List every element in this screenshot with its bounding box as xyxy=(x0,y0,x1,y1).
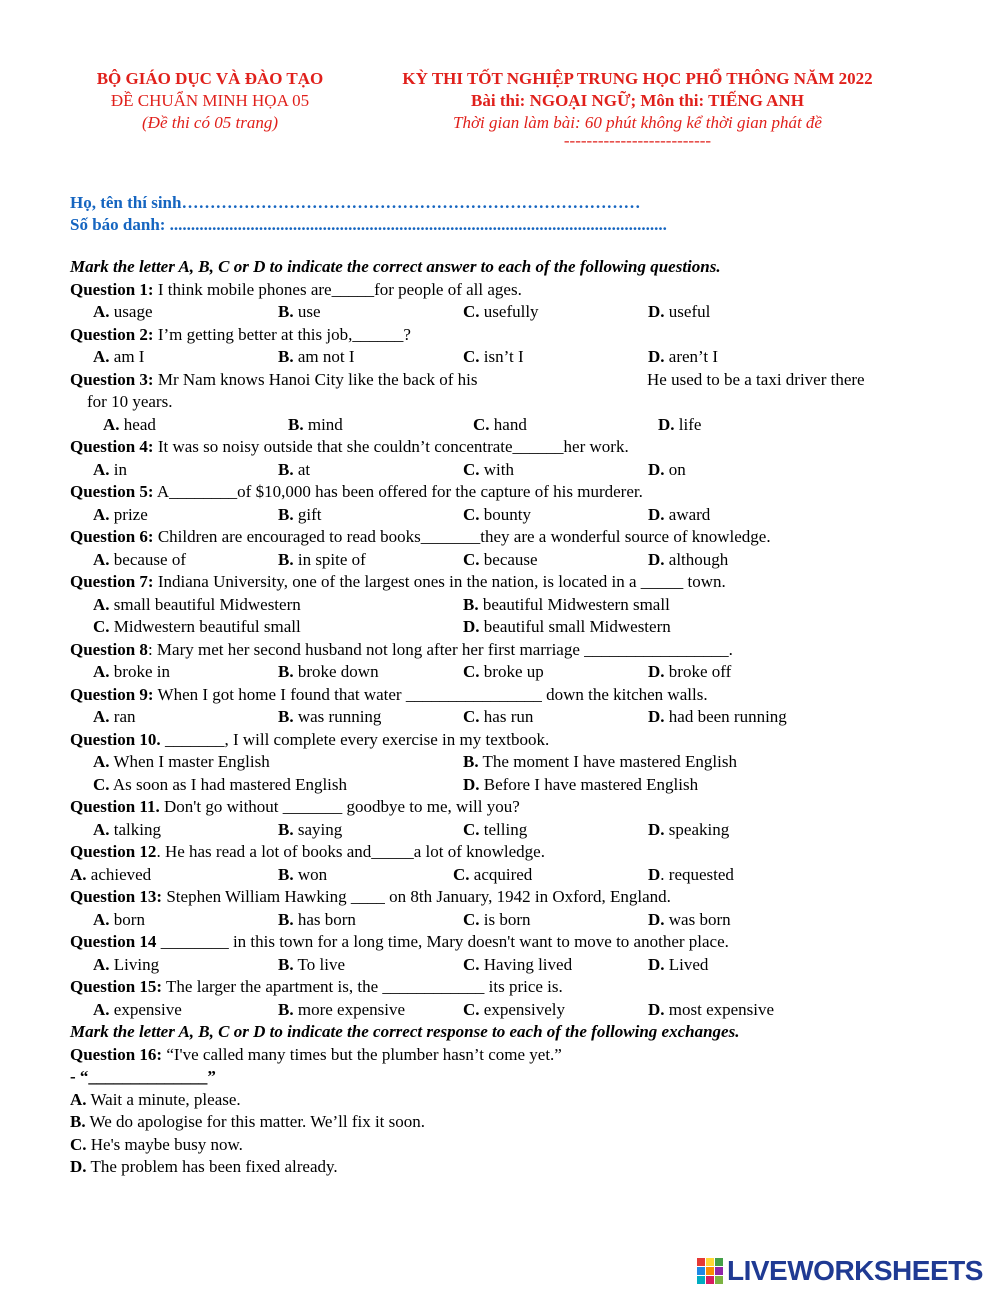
option-c xyxy=(463,459,514,482)
option-d xyxy=(463,616,671,639)
option-letter: B. xyxy=(70,1112,86,1131)
option-letter: B. xyxy=(278,999,294,1019)
option-d xyxy=(648,504,710,527)
option-text: because xyxy=(483,549,538,569)
question-line xyxy=(70,886,950,909)
pages-note: (Đề thi có 05 trang) xyxy=(142,113,278,132)
question-text: . He has read a lot of books and_____a lot of knowledge. xyxy=(156,842,545,861)
exam-code: ĐỀ CHUẨN MINH HỌA 05 xyxy=(110,91,310,110)
question-continuation: for 10 years. xyxy=(87,392,173,411)
option-text: was born xyxy=(668,909,731,929)
option-a xyxy=(93,751,270,774)
option-text: at xyxy=(297,459,311,479)
option-text: useful xyxy=(668,302,711,321)
question-line xyxy=(70,324,950,347)
question-label: Question 6: xyxy=(70,527,154,546)
logo-icon xyxy=(697,1258,723,1284)
option-letter: A. xyxy=(93,954,110,974)
question-line xyxy=(70,976,950,999)
option-a xyxy=(93,661,170,684)
option-text: broke down xyxy=(297,662,379,681)
question-line xyxy=(70,639,950,662)
option-text: won xyxy=(297,864,328,884)
option-text: telling xyxy=(483,819,528,839)
option-letter: C. xyxy=(463,909,480,929)
option-text: born xyxy=(113,909,145,929)
question-line xyxy=(70,684,950,707)
option-text: gift xyxy=(297,504,322,524)
option-text: use xyxy=(297,302,321,321)
options-row xyxy=(70,954,950,977)
option-b xyxy=(278,999,405,1022)
question-label: Question 9: xyxy=(70,684,154,704)
option-a xyxy=(93,999,182,1022)
options-row xyxy=(70,751,950,774)
option-letter: A. xyxy=(93,707,110,726)
options-row xyxy=(70,774,950,797)
exam-subject: Bài thi: NGOẠI NGỮ; Môn thi: TIẾNG ANH xyxy=(471,91,804,110)
candidate-id-label: Số báo danh: ..................................................................................................................... xyxy=(70,215,667,234)
option-letter: C. xyxy=(93,617,110,636)
option-a xyxy=(93,549,186,572)
option-d xyxy=(463,774,698,797)
question-line xyxy=(70,436,950,459)
option-text: speaking xyxy=(668,819,730,839)
option-text: most expensive xyxy=(668,999,775,1019)
option-letter: B. xyxy=(288,414,304,434)
option-text: expensively xyxy=(483,999,565,1019)
option-a xyxy=(93,819,161,842)
option-a xyxy=(70,1089,950,1112)
option-letter: D. xyxy=(648,459,665,479)
option-text: prize xyxy=(113,504,148,524)
option-text: am I xyxy=(113,347,145,366)
option-letter: B. xyxy=(278,909,294,929)
option-letter: A. xyxy=(93,459,110,479)
option-text: broke up xyxy=(483,662,544,681)
option-text: . requested xyxy=(660,864,734,884)
question-text-continued: He used to be a taxi driver there xyxy=(647,369,865,389)
option-letter: D xyxy=(648,864,661,884)
option-c xyxy=(453,864,532,887)
option-letter: B. xyxy=(278,819,294,839)
question-line xyxy=(70,369,950,392)
question-label: Question 3: xyxy=(70,369,154,389)
logo-square xyxy=(706,1267,714,1275)
option-b xyxy=(278,864,327,887)
question-text: The larger the apartment is, the ____________ its price is. xyxy=(162,977,563,996)
option-text: award xyxy=(668,504,711,524)
option-letter: D. xyxy=(658,414,675,434)
question-text: Stephen William Hawking ____ on 8th January, 1942 in Oxford, England. xyxy=(162,887,671,906)
question-text: I think mobile phones are_____for people of all ages. xyxy=(153,279,522,299)
options-row xyxy=(70,819,950,842)
option-b xyxy=(463,751,737,774)
options-row xyxy=(70,459,950,482)
question-label: Question 16: xyxy=(70,1044,163,1064)
option-letter: A. xyxy=(93,594,110,614)
option-c xyxy=(463,504,531,527)
option-b xyxy=(278,954,345,977)
option-d xyxy=(648,661,731,684)
question-line xyxy=(70,931,950,954)
instruction: Mark the letter A, B, C or D to indicate the correct answer to each of the following questions. xyxy=(70,257,721,276)
option-d xyxy=(70,1156,950,1179)
option-letter: A. xyxy=(93,662,110,681)
option-letter: C. xyxy=(463,504,480,524)
option-a xyxy=(103,414,156,437)
option-letter: A. xyxy=(70,864,87,884)
option-letter: D. xyxy=(648,549,665,569)
option-text: ran xyxy=(113,707,136,726)
logo-text: LIVEWORKSHEETS xyxy=(727,1255,983,1286)
question-list xyxy=(70,256,950,1179)
option-b xyxy=(278,301,321,324)
option-letter: C. xyxy=(463,819,480,839)
option-text: When I master English xyxy=(113,752,270,771)
option-letter: B. xyxy=(278,504,294,524)
question-text: Mr Nam knows Hanoi City like the back of his xyxy=(153,369,478,389)
logo-square xyxy=(715,1258,723,1266)
question-text: ________ in this town for a long time, Mary doesn't want to move to another place. xyxy=(156,932,729,951)
option-text: achieved xyxy=(90,864,152,884)
option-b xyxy=(463,594,670,617)
option-text: aren’t I xyxy=(668,347,719,366)
option-letter: A. xyxy=(103,414,120,434)
question-line xyxy=(70,1044,950,1067)
question-line xyxy=(70,796,950,819)
option-d xyxy=(648,301,710,324)
candidate-info xyxy=(70,192,667,236)
option-a xyxy=(93,504,148,527)
option-text: As soon as I had mastered English xyxy=(112,774,348,794)
option-letter: B. xyxy=(278,864,294,884)
option-text: has run xyxy=(483,707,534,726)
option-letter: A. xyxy=(93,549,110,569)
option-letter: A. xyxy=(93,347,110,366)
exam-time: Thời gian làm bài: 60 phút không kể thời gian phát đề xyxy=(453,113,822,132)
option-text: with xyxy=(483,459,515,479)
option-letter: A. xyxy=(93,752,110,771)
option-d xyxy=(648,549,728,572)
option-letter: C. xyxy=(463,459,480,479)
question-label: Question 12 xyxy=(70,842,157,861)
option-letter: B. xyxy=(278,707,294,726)
option-letter: B. xyxy=(278,549,294,569)
option-b xyxy=(70,1111,950,1134)
option-c xyxy=(463,999,565,1022)
options-row xyxy=(70,414,950,437)
option-text: because of xyxy=(113,549,186,569)
options-row xyxy=(70,909,950,932)
option-text: He's maybe busy now. xyxy=(90,1134,243,1154)
option-c xyxy=(70,1134,950,1157)
option-letter: D. xyxy=(648,347,665,366)
exam-title: KỲ THI TỐT NGHIỆP TRUNG HỌC PHỔ THÔNG NĂM 2022 xyxy=(402,69,873,88)
option-a xyxy=(93,346,144,369)
option-b xyxy=(278,346,355,369)
option-a xyxy=(93,459,127,482)
option-letter: C. xyxy=(463,549,480,569)
option-letter: C. xyxy=(463,662,480,681)
option-c xyxy=(93,774,347,797)
option-text: usage xyxy=(113,302,153,321)
logo-square xyxy=(697,1267,705,1275)
option-b xyxy=(278,819,342,842)
option-text: small beautiful Midwestern xyxy=(113,594,301,614)
option-text: in spite of xyxy=(297,549,366,569)
option-b xyxy=(278,909,356,932)
question-line xyxy=(70,526,950,549)
question-label: Question 11. xyxy=(70,797,160,816)
question-label: Question 15: xyxy=(70,977,163,996)
option-a xyxy=(93,706,136,729)
option-letter: C. xyxy=(463,347,480,366)
question-text: Children are encouraged to read books_______they are a wonderful source of knowledge. xyxy=(153,527,771,546)
option-a xyxy=(93,954,159,977)
option-letter: A. xyxy=(70,1089,87,1109)
option-letter: C. xyxy=(463,302,480,321)
question-text: : Mary met her second husband not long after her first marriage _________________. xyxy=(147,639,733,659)
options-row xyxy=(70,594,950,617)
option-d xyxy=(648,954,708,977)
option-text: acquired xyxy=(473,864,533,884)
option-text: more expensive xyxy=(297,999,405,1019)
option-letter: A. xyxy=(93,909,110,929)
option-letter: C. xyxy=(70,1134,87,1154)
option-c xyxy=(93,616,301,639)
option-text: The problem has been fixed already. xyxy=(90,1157,338,1176)
question-label: Question 2: xyxy=(70,324,154,344)
candidate-name-label: Họ, tên thí sinh……………………………………………………………………… xyxy=(70,193,641,212)
option-text: broke off xyxy=(668,662,732,681)
option-letter: C. xyxy=(463,954,480,974)
option-letter: C. xyxy=(93,774,110,794)
option-letter: D. xyxy=(463,774,480,794)
option-c xyxy=(463,706,533,729)
question-label: Question 1: xyxy=(70,279,154,299)
option-d xyxy=(648,999,774,1022)
option-a xyxy=(93,594,301,617)
option-text: on xyxy=(668,459,686,479)
question-line xyxy=(70,729,950,752)
option-letter: D. xyxy=(648,954,665,974)
option-letter: D. xyxy=(70,1157,87,1176)
logo-square xyxy=(706,1258,714,1266)
option-text: beautiful small Midwestern xyxy=(483,617,671,636)
option-letter: C. xyxy=(463,999,480,1019)
option-text: had been running xyxy=(668,707,787,726)
header-left xyxy=(75,68,345,134)
option-c xyxy=(463,301,539,324)
option-a xyxy=(93,909,145,932)
question-text: “I've called many times but the plumber hasn’t come yet.” xyxy=(162,1044,562,1064)
liveworksheets-logo xyxy=(697,1256,983,1286)
option-text: Before I have mastered English xyxy=(483,774,699,794)
option-text: beautiful Midwestern small xyxy=(482,594,670,614)
options-row xyxy=(70,616,950,639)
question-line xyxy=(70,571,950,594)
question-text: Don't go without _______ goodbye to me, will you? xyxy=(159,797,520,816)
options-row xyxy=(70,864,950,887)
question-text: Indiana University, one of the largest ones in the nation, is located in a _____ town. xyxy=(153,572,726,591)
option-text: isn’t I xyxy=(483,347,524,366)
option-text: Lived xyxy=(668,954,709,974)
option-d xyxy=(648,706,787,729)
question-line xyxy=(70,481,950,504)
options-row xyxy=(70,706,950,729)
option-b xyxy=(278,504,321,527)
option-letter: B. xyxy=(463,752,479,771)
logo-square xyxy=(715,1276,723,1284)
option-d xyxy=(648,459,686,482)
option-text: is born xyxy=(483,909,531,929)
option-c xyxy=(463,346,524,369)
option-letter: A. xyxy=(93,819,110,839)
option-text: although xyxy=(668,549,729,569)
option-c xyxy=(463,549,538,572)
option-d xyxy=(648,909,731,932)
option-c xyxy=(463,819,527,842)
option-c xyxy=(463,954,572,977)
option-text: usefully xyxy=(483,302,539,321)
question-label: Question 13: xyxy=(70,887,163,906)
question-label: Question 7: xyxy=(70,572,154,591)
option-letter: B. xyxy=(278,302,294,321)
option-letter: D. xyxy=(463,617,480,636)
question-label: Question 8 xyxy=(70,639,148,659)
option-text: saying xyxy=(297,819,343,839)
option-c xyxy=(463,909,531,932)
option-letter: C. xyxy=(453,864,470,884)
ministry-name: BỘ GIÁO DỤC VÀ ĐÀO TẠO xyxy=(96,69,324,88)
options-row xyxy=(70,549,950,572)
option-letter: D. xyxy=(648,999,665,1019)
question-label: Question 14 xyxy=(70,932,157,951)
question-label: Question 10. xyxy=(70,729,161,749)
option-text: am not I xyxy=(297,347,355,366)
option-letter: B. xyxy=(278,347,294,366)
logo-square xyxy=(697,1276,705,1284)
options-row xyxy=(70,661,950,684)
option-a xyxy=(93,301,153,324)
option-text: life xyxy=(678,414,702,434)
option-letter: D. xyxy=(648,707,665,726)
option-b xyxy=(278,661,379,684)
question-text: _______, I will complete every exercise in my textbook. xyxy=(160,729,550,749)
option-text: Midwestern beautiful small xyxy=(113,617,301,636)
option-d xyxy=(648,864,734,887)
option-b xyxy=(278,459,310,482)
question-text: I’m getting better at this job,______? xyxy=(153,324,411,344)
option-c xyxy=(463,661,544,684)
option-d xyxy=(648,819,729,842)
option-letter: D. xyxy=(648,302,665,321)
question-line xyxy=(70,841,950,864)
question-line xyxy=(70,279,950,302)
option-text: broke in xyxy=(113,662,170,681)
option-letter: B. xyxy=(278,459,294,479)
option-a xyxy=(70,864,151,887)
logo-square xyxy=(715,1267,723,1275)
options-row xyxy=(70,346,950,369)
option-letter: B. xyxy=(278,954,294,974)
option-text: Living xyxy=(113,954,160,974)
option-text: To live xyxy=(297,954,345,974)
option-text: has born xyxy=(297,909,356,929)
options-row xyxy=(70,999,950,1022)
option-letter: A. xyxy=(93,504,110,524)
question-text: When I got home I found that water ________________ down the kitchen walls. xyxy=(153,684,708,704)
option-text: in xyxy=(113,459,128,479)
question-label: Question 5: xyxy=(70,482,154,501)
options-row xyxy=(70,504,950,527)
option-text: Having lived xyxy=(483,954,573,974)
options-row xyxy=(70,301,950,324)
logo-square xyxy=(706,1276,714,1284)
option-b xyxy=(278,706,381,729)
option-text: was running xyxy=(297,707,382,726)
header-divider: -------------------------- xyxy=(563,131,712,150)
option-text: hand xyxy=(493,414,527,434)
option-letter: A. xyxy=(93,999,110,1019)
option-letter: D. xyxy=(648,504,665,524)
instruction: Mark the letter A, B, C or D to indicate the correct response to each of the following exchanges. xyxy=(70,1022,740,1041)
option-text: mind xyxy=(307,414,343,434)
logo-square xyxy=(697,1258,705,1266)
option-text: talking xyxy=(113,819,161,839)
option-c xyxy=(473,414,527,437)
option-text: head xyxy=(123,414,156,434)
option-b xyxy=(278,549,366,572)
header-right xyxy=(355,68,920,148)
option-text: We do apologise for this matter. We’ll fix it soon. xyxy=(89,1112,426,1131)
option-text: The moment I have mastered English xyxy=(482,752,737,771)
option-d xyxy=(658,414,701,437)
option-text: expensive xyxy=(113,999,182,1019)
option-text: bounty xyxy=(483,504,532,524)
option-letter: B. xyxy=(278,662,294,681)
option-text: Wait a minute, please. xyxy=(90,1089,241,1109)
option-letter: D. xyxy=(648,662,665,681)
question-label: Question 4: xyxy=(70,437,154,456)
option-b xyxy=(288,414,343,437)
option-letter: D. xyxy=(648,909,665,929)
question-text: A________of $10,000 has been offered for the capture of his murderer. xyxy=(153,482,643,501)
option-letter: D. xyxy=(648,819,665,839)
option-letter: C. xyxy=(463,707,480,726)
option-d xyxy=(648,346,718,369)
option-letter: A. xyxy=(93,302,110,321)
answer-blank: - “______________” xyxy=(70,1067,216,1086)
option-letter: B. xyxy=(463,594,479,614)
question-text: It was so noisy outside that she couldn’t concentrate______her work. xyxy=(153,437,629,456)
option-letter: C. xyxy=(473,414,490,434)
